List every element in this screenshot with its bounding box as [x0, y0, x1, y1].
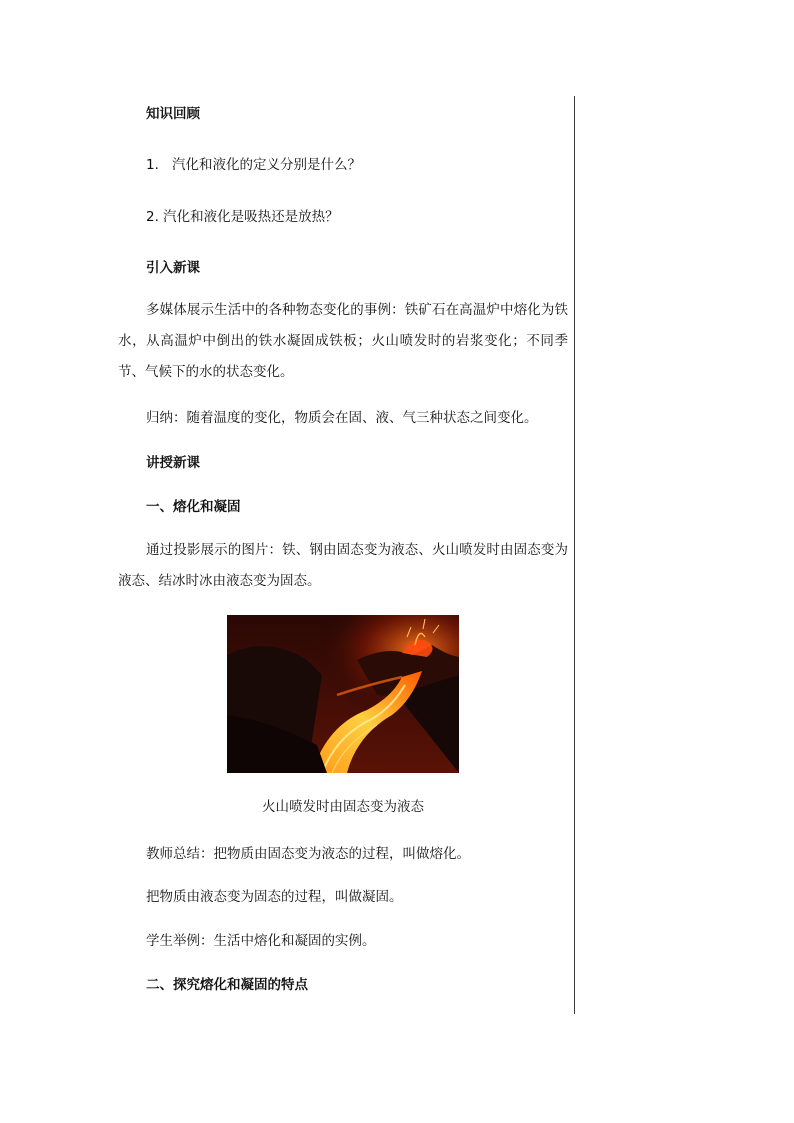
volcano-lava-image — [227, 615, 459, 773]
review-question-1-text: 汽化和液化的定义分别是什么？ — [172, 157, 361, 173]
review-question-1 — [118, 155, 568, 175]
teach-heading: 讲授新课 — [146, 455, 200, 471]
list-number: 1. — [146, 157, 159, 173]
part1-heading: 一、熔化和凝固 — [146, 499, 241, 515]
intro-paragraph: 多媒体展示生活中的各种物态变化的事例：铁矿石在高温炉中熔化为铁水，从高温炉中倒出的铁水凝固成铁板；火山喷发时的岩浆变化；不同季节、气候下的水的状态变化。 — [118, 302, 568, 380]
projection-paragraph: 通过投影展示的图片：铁、钢由固态变为液态、火山喷发时由固态变为液态、结冰时冰由液态变为固态。 — [118, 542, 568, 589]
summary-paragraph: 归纳：随着温度的变化，物质会在固、液、气三种状态之间变化。 — [146, 410, 538, 426]
figure-caption: 火山喷发时由固态变为液态 — [262, 799, 424, 815]
review-question-2: 2. 汽化和液化是吸热还是放热？ — [146, 209, 339, 225]
part2-heading: 二、探究熔化和凝固的特点 — [146, 977, 308, 993]
solidify-definition: 把物质由液态变为固态的过程，叫做凝固。 — [146, 889, 403, 905]
column-rule — [574, 96, 575, 1014]
review-heading: 知识回顾 — [146, 106, 200, 122]
intro-heading: 引入新课 — [146, 260, 200, 276]
teacher-summary: 教师总结：把物质由固态变为液态的过程，叫做熔化。 — [146, 846, 470, 862]
lava-illustration — [227, 615, 459, 773]
student-examples: 学生举例：生活中熔化和凝固的实例。 — [146, 933, 376, 949]
